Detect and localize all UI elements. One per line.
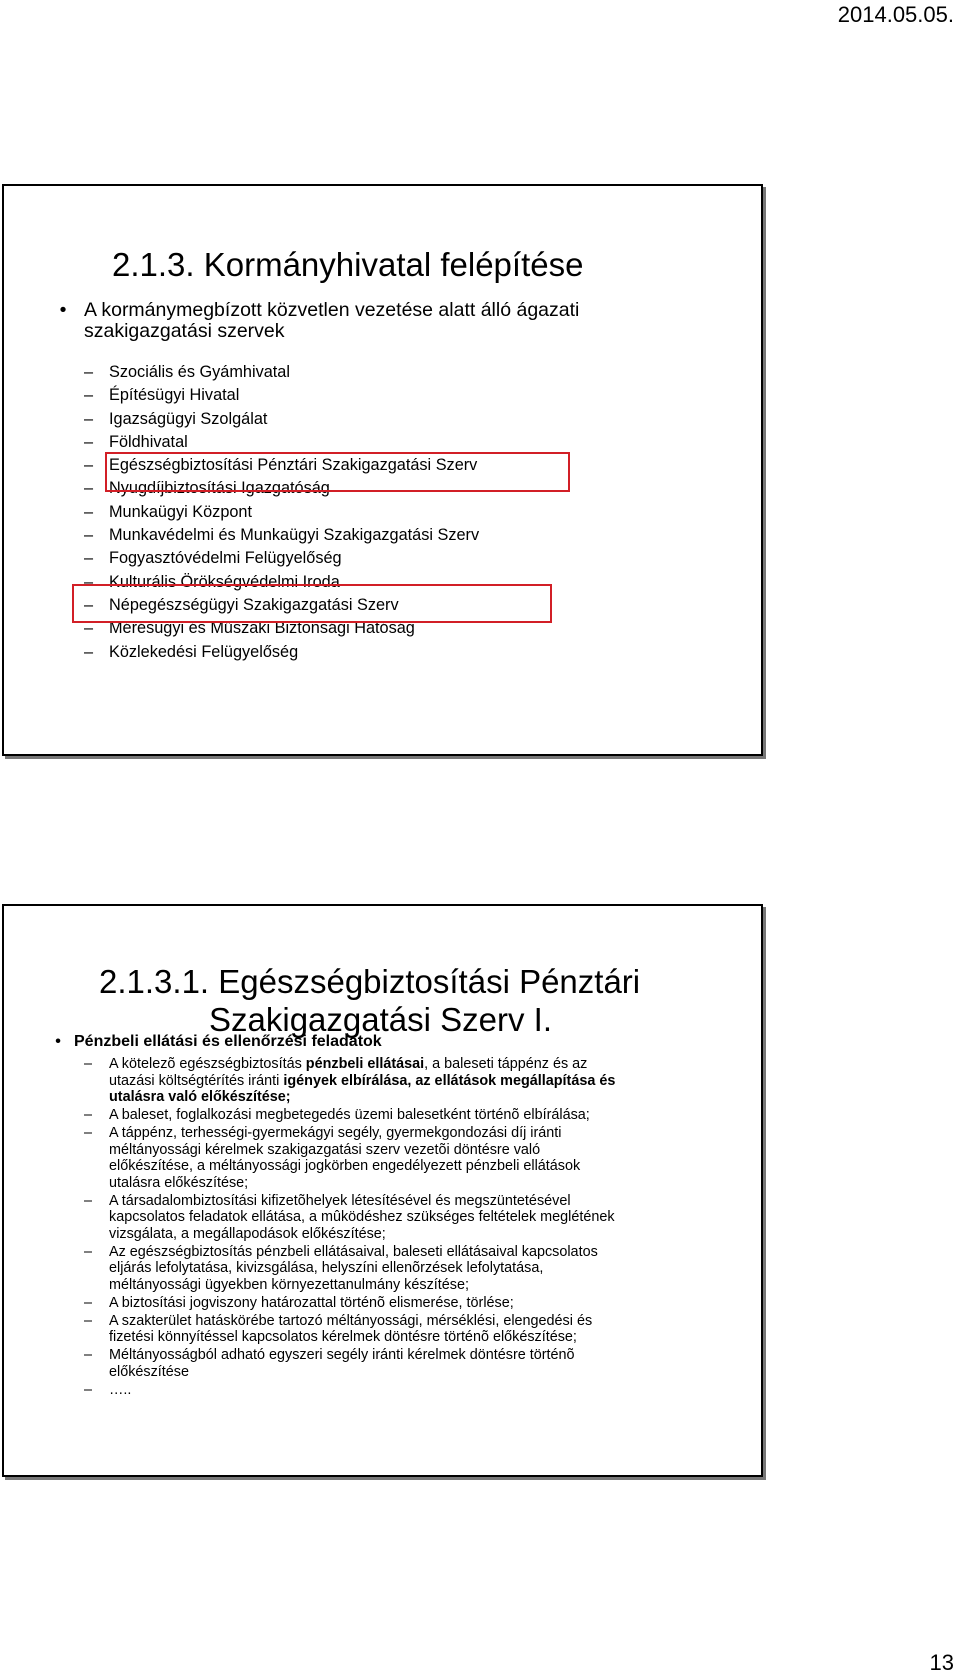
dash-icon: – [84, 1243, 93, 1260]
dash-icon: – [84, 1056, 93, 1072]
list-item: – Munkaügyi Központ [84, 501, 479, 524]
slide-egeszsegbiztositasi-penztari [2, 904, 763, 1477]
list-item: – Közlekedési Felügyelőség [84, 641, 479, 664]
page-number: 13 [929, 1650, 954, 1675]
main-bullet-line1: A kormánymegbízott közvetlen vezetése alatt álló ágazati [84, 299, 580, 321]
dash-icon: – [84, 1124, 93, 1141]
dash-icon: – [84, 1192, 93, 1209]
dash-icon: – [84, 619, 94, 638]
list-item: – Mérésügyi és Műszaki Biztonsági Hatóság [84, 617, 479, 640]
list-item: – Méltányosságból adható egyszeri segély iránti kérelmek döntésre történõ előkészítése [84, 1347, 575, 1380]
list-item: – Egészségbiztosítási Pénztári Szakigazgatási Szerv [84, 454, 479, 477]
list-item: – A társadalombiztosítási kifizetõhelyek létesítésével és megszüntetésével kapcsolatos feladatok ellátása, a mûködéshez szükséges feltételek meglétének vizsgálata, a megállapodások előkészítése; [84, 1192, 615, 1242]
main-bullet-line2: szakigazgatási szervek [84, 320, 285, 342]
list-item: – A baleset, foglalkozási megbetegedés üzemi balesetként történõ elbírálása; [84, 1107, 590, 1124]
list-item: – Kulturális Örökségvédelmi Iroda [84, 571, 479, 594]
list-item: – A biztosítási jogviszony határozattal történõ elismerése, törlése; [84, 1294, 514, 1311]
bullet-dot-icon: • [55, 1033, 61, 1050]
main-bullet [42, 300, 579, 342]
dash-icon: – [84, 1381, 93, 1398]
dash-icon: – [84, 363, 94, 381]
dash-icon: – [84, 479, 94, 498]
list-item: – Népegészségügyi Szakigazgatási Szerv [84, 594, 479, 617]
list-item: – A szakterület hatáskörébe tartozó méltányossági, mérséklési, elengedési és fizetési könnyítéssel kapcsolatos kérelmek döntésre történõ előkészítése; [84, 1312, 593, 1346]
dash-icon: – [84, 1107, 93, 1124]
list-item: – Munkavédelmi és Munkaügyi Szakigazgatási Szerv [84, 524, 479, 547]
list-item: – Földhivatal [84, 431, 479, 454]
dash-icon: – [84, 1312, 93, 1329]
list-item: – ….. [84, 1381, 132, 1398]
list-item: – Nyugdíjbiztosítási Igazgatóság [84, 477, 479, 500]
dash-icon: – [84, 549, 94, 568]
dash-icon: – [84, 1347, 93, 1364]
dash-icon: – [84, 409, 94, 428]
dash-icon: – [84, 526, 94, 545]
dash-icon: – [84, 595, 94, 614]
dash-icon: – [84, 502, 94, 521]
main-bullet [42, 1033, 382, 1050]
list-item: – Szociális és Gyámhivatal [84, 361, 479, 384]
list-item: – A kötelezõ egészségbiztosítás pénzbeli ellátásai, a baleseti táppénz és az utazási költségtérítés iránti igények elbírálása, az ellátások megállapítása és utalásra való előkészítése; [84, 1056, 616, 1106]
dash-icon: – [84, 642, 94, 661]
red-highlight-box [72, 584, 552, 623]
dash-icon: – [84, 432, 94, 451]
dash-icon: – [84, 572, 94, 591]
header-date: 2014.05.05. [837, 2, 954, 27]
list-item: – Építésügyi Hivatal [84, 384, 479, 407]
list-item: – A táppénz, terhességi-gyermekágyi segély, gyermekgondozási díj iránti méltányossági kérelmek szakigazgatási szerv vezetõi döntésre való előkészítése, a méltányossági jogkörben engedélyezett pénzbeli ellátások utalásra előkészítése; [84, 1124, 581, 1191]
slide-title: 2.1.3.1. Egészségbiztosítási Pénztári Szakigazgatási Szerv I. [99, 963, 641, 1038]
dash-icon: – [84, 1294, 93, 1311]
bullet-dot-icon: • [59, 299, 67, 321]
list-item: – Az egészségbiztosítás pénzbeli ellátásaival, baleseti ellátásaival kapcsolatos eljárás lefolytatása, kivizsgálása, helyszíni ellenõrzések lefolytatása, méltányossági ügyekben környezettanulmány készítése; [84, 1243, 598, 1293]
dash-icon: – [84, 386, 94, 405]
main-bullet-text: Pénzbeli ellátási és ellenőrzési feladatok [74, 1033, 382, 1050]
red-highlight-box [105, 452, 570, 492]
list-item: – Fogyasztóvédelmi Felügyelőség [84, 547, 479, 570]
dash-icon: – [84, 456, 94, 475]
slide-title: 2.1.3. Kormányhivatal felépítése [112, 246, 584, 283]
list-item: – Igazságügyi Szolgálat [84, 408, 479, 431]
task-list [84, 1056, 669, 1400]
